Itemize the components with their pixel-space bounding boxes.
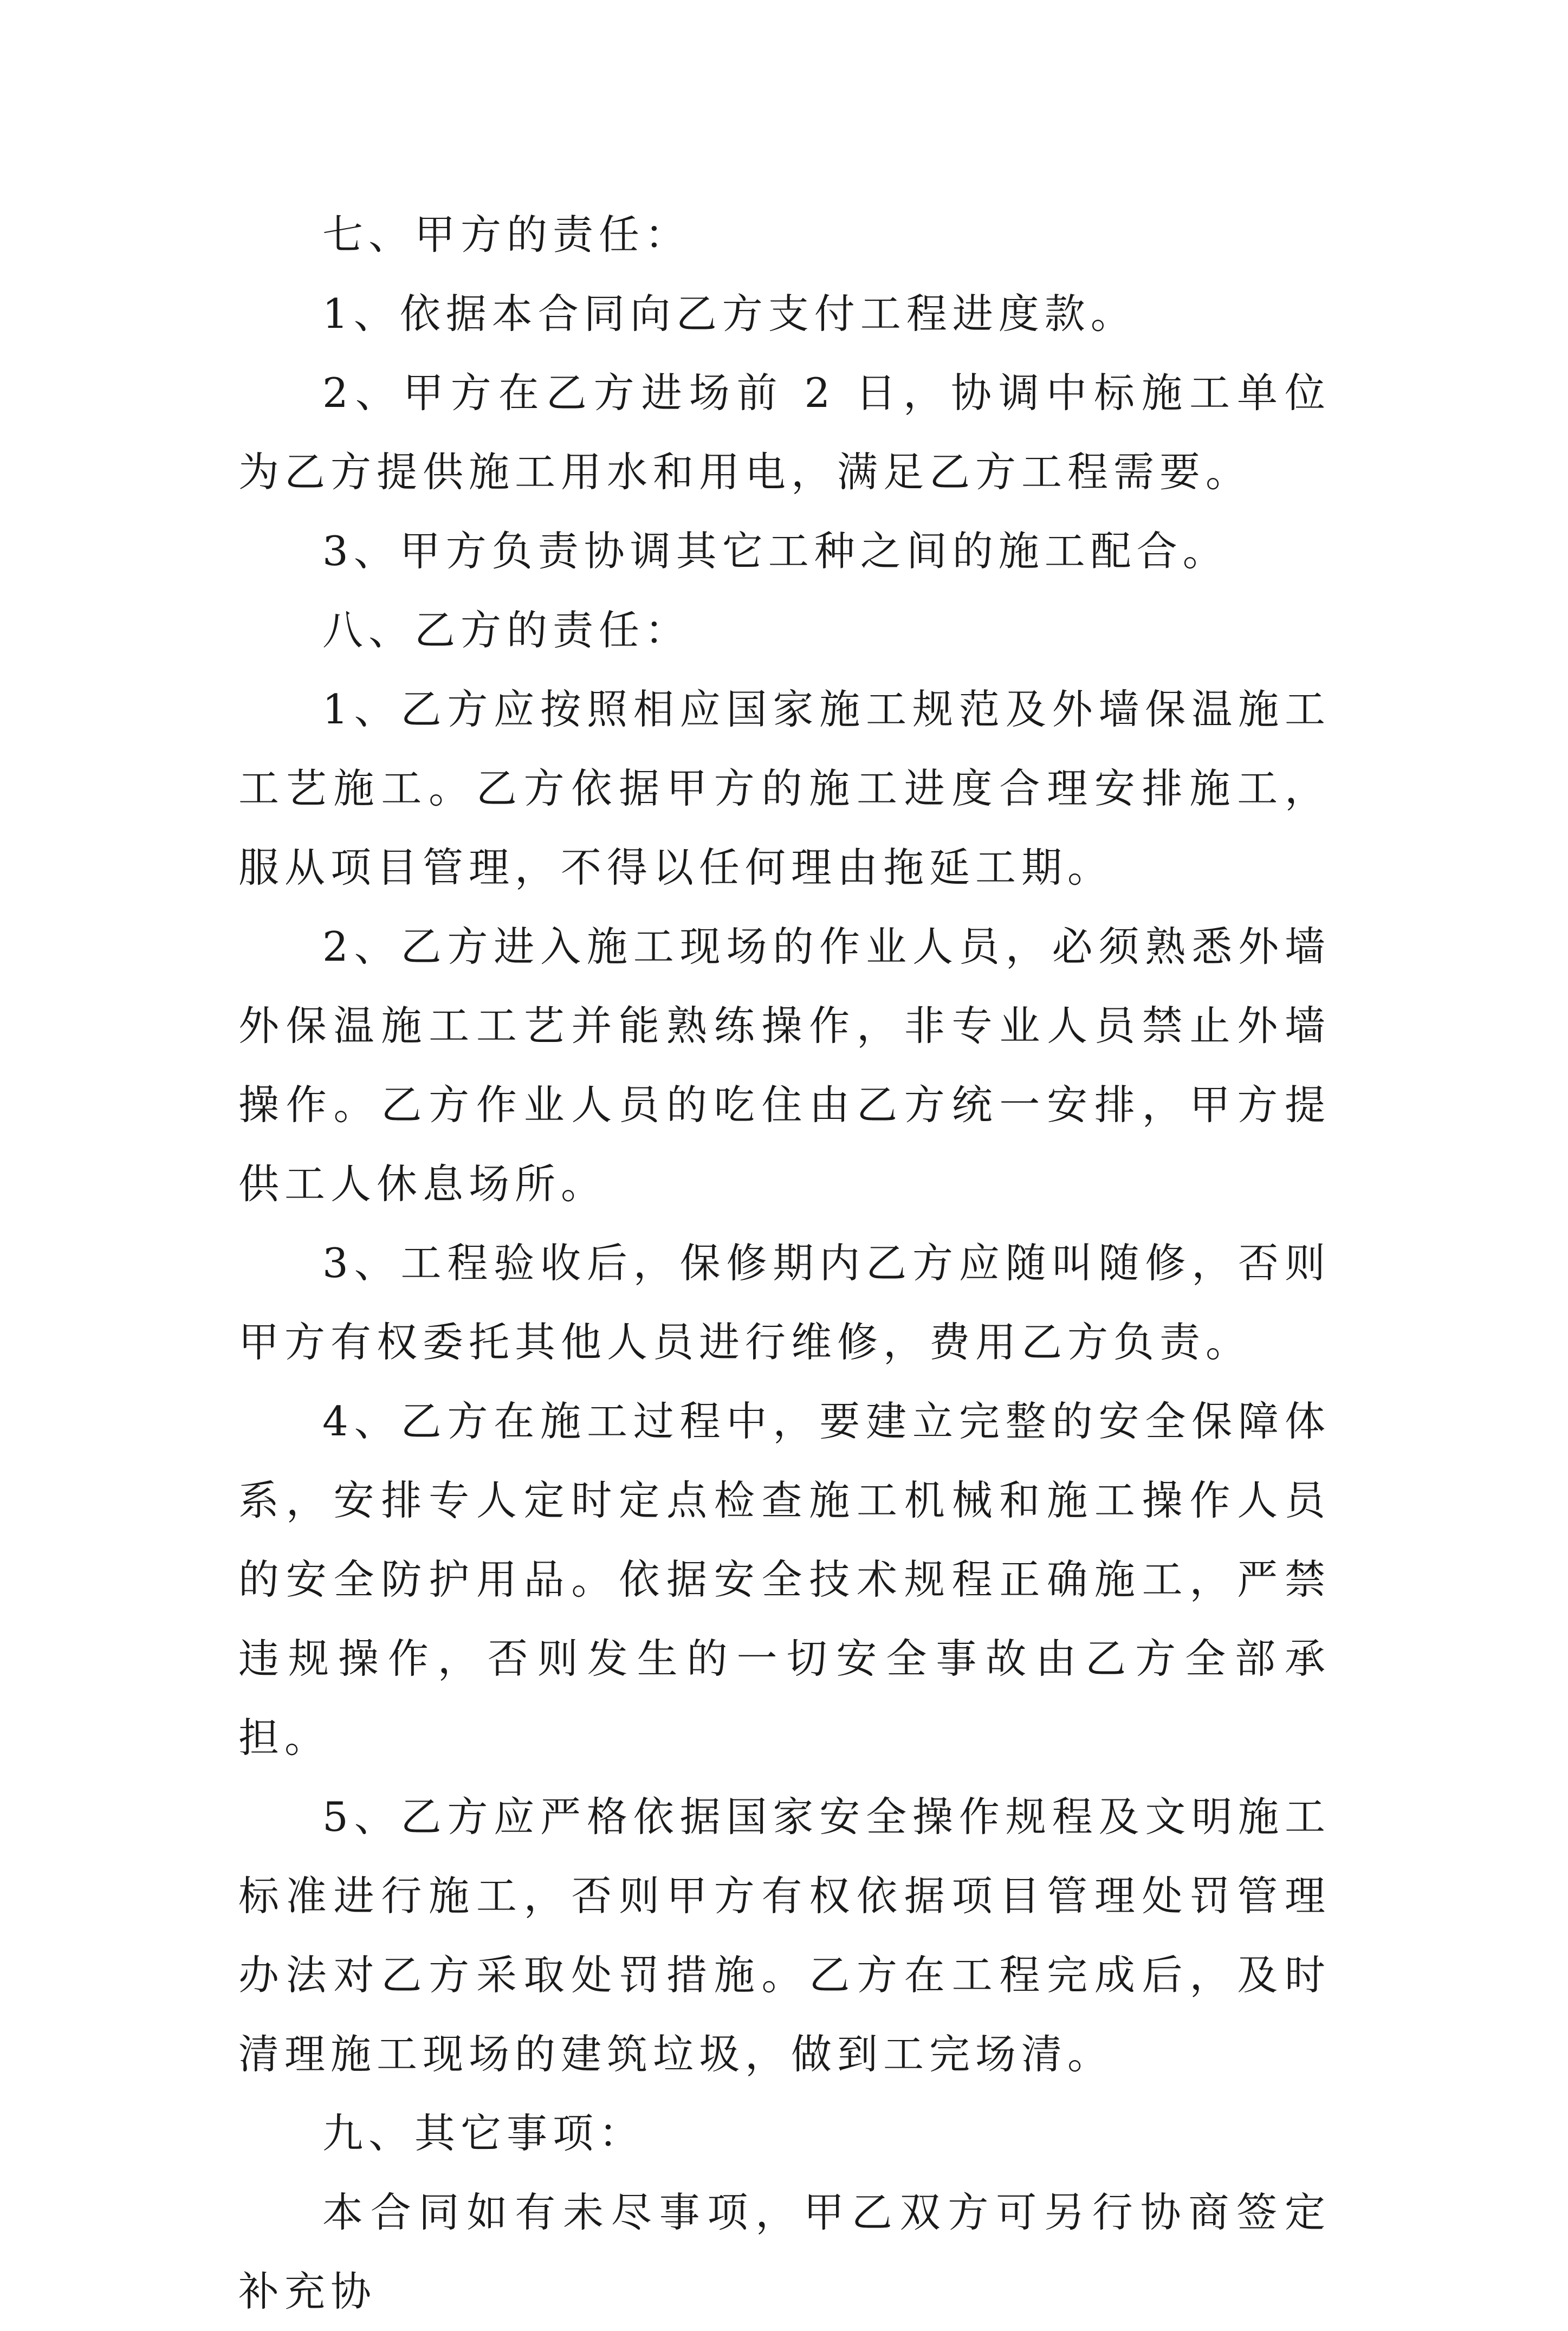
- clause-b-3: 3、工程验收后，保修期内乙方应随叫随修，否则甲方有权委托其他人员进行维修，费用乙方负责。: [238, 1239, 1331, 1366]
- clause-other-1: 本合同如有未尽事项，甲乙双方可另行协商签定补充协: [238, 2188, 1331, 2315]
- clause-a-3: 3、甲方负责协调其它工种之间的施工配合。: [322, 527, 1229, 575]
- clause-b-1: 1、乙方应按照相应国家施工规范及外墙保温施工工艺施工。乙方依据甲方的施工进度合理安排施工，服从项目管理，不得以任何理由拖延工期。: [238, 685, 1331, 891]
- clause-a-1: 1、依据本合同向乙方支付工程进度款。: [322, 290, 1137, 338]
- section-heading-party-b-duties: 八、乙方的责任：: [322, 606, 691, 654]
- clause-a-2: 2、甲方在乙方进场前 2 日，协调中标施工单位为乙方提供施工用水和用电，满足乙方工程需要。: [238, 369, 1331, 496]
- document-page: [238, 195, 1331, 2331]
- clause-b-5: 5、乙方应严格依据国家安全操作规程及文明施工标准进行施工，否则甲方有权依据项目管理处罚管理办法对乙方采取处罚措施。乙方在工程完成后，及时清理施工现场的建筑垃圾，做到工完场清。: [238, 1793, 1331, 2078]
- clause-b-2: 2、乙方进入施工现场的作业人员，必须熟悉外墙外保温施工工艺并能熟练操作，非专业人员禁止外墙操作。乙方作业人员的吃住由乙方统一安排，甲方提供工人休息场所。: [238, 923, 1331, 1208]
- section-heading-party-a-duties: 七、甲方的责任：: [322, 211, 691, 258]
- clause-b-4: 4、乙方在施工过程中，要建立完整的安全保障体系，安排专人定时定点检查施工机械和施工操作人员的安全防护用品。依据安全技术规程正确施工，严禁违规操作，否则发生的一切安全事故由乙方全部承担。: [238, 1397, 1331, 1762]
- section-heading-other-matters: 九、其它事项：: [322, 2109, 645, 2157]
